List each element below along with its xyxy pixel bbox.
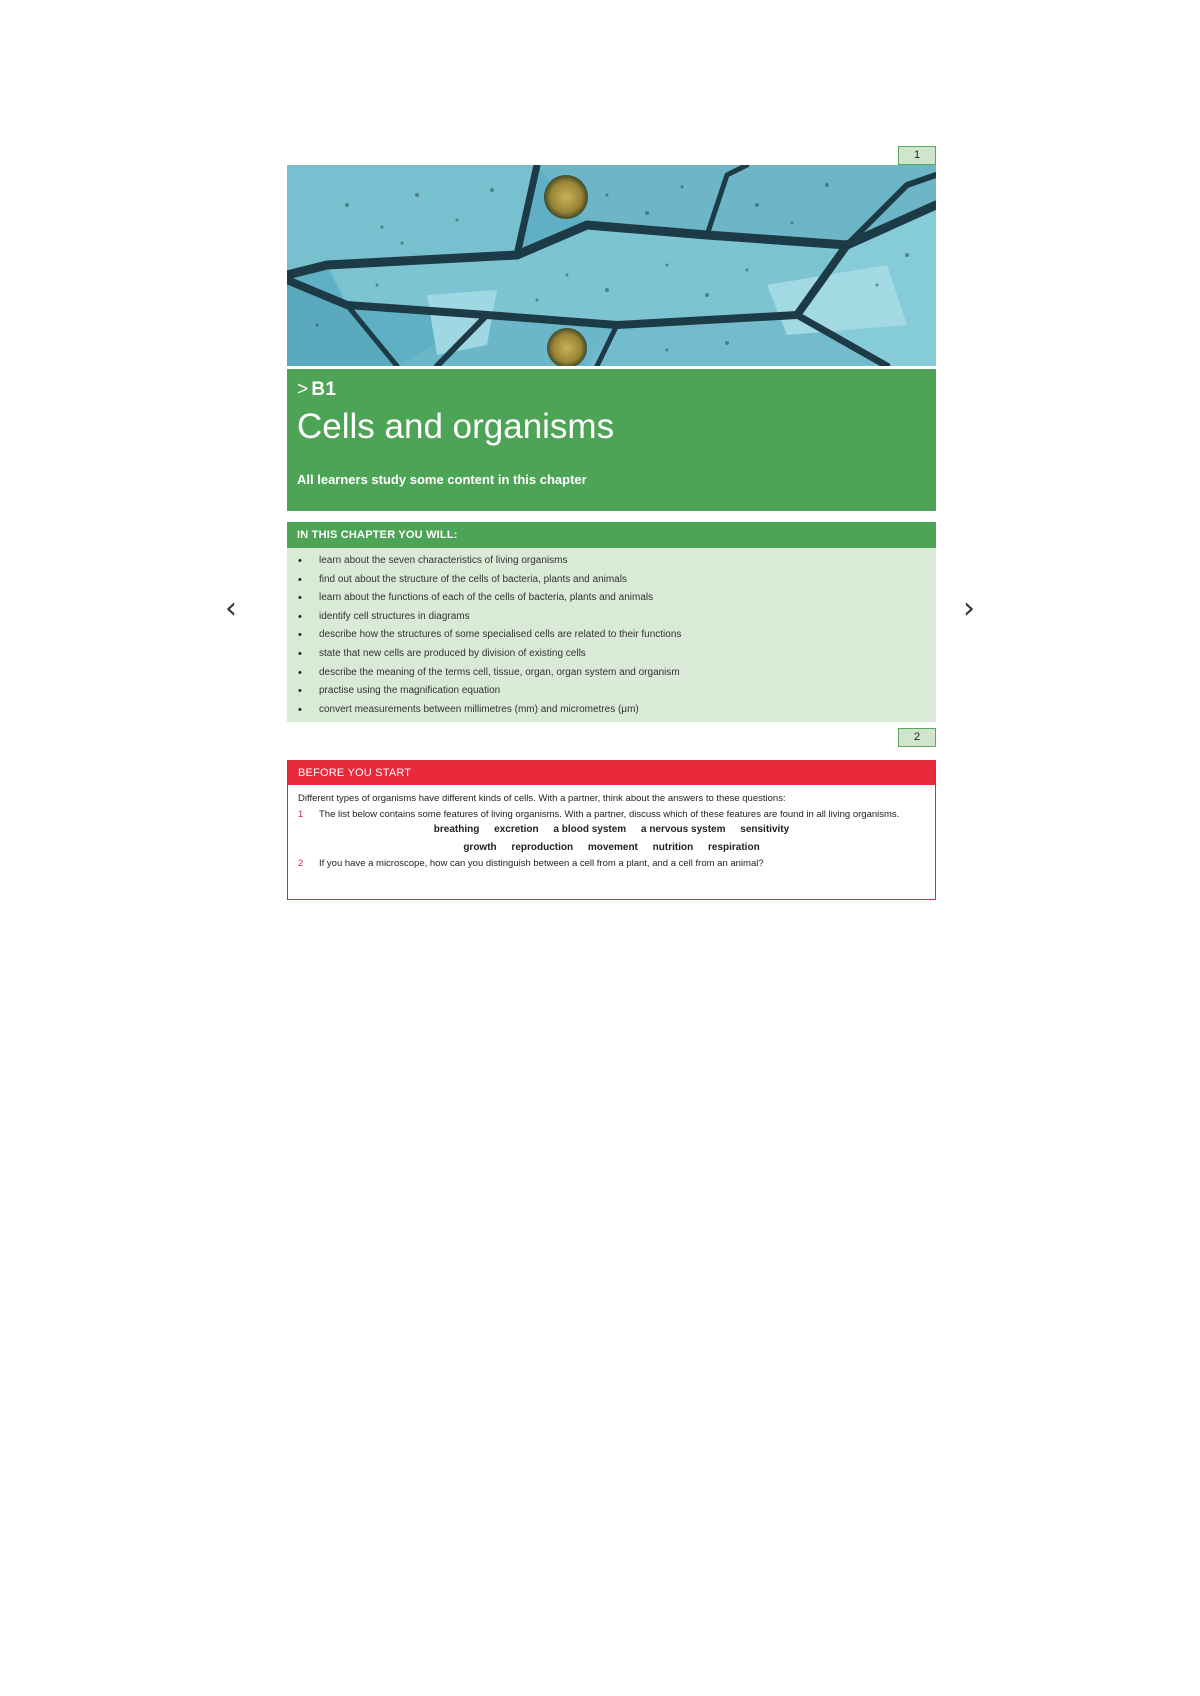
feature-word: nutrition bbox=[652, 842, 694, 853]
chevron-right-icon: > bbox=[297, 379, 309, 400]
chapter-code bbox=[297, 379, 336, 401]
list-item: • describe the meaning of the terms cell, tissue, organ, organ system and organism bbox=[287, 664, 936, 683]
before-you-start-box bbox=[287, 760, 936, 900]
chapter-code-label: B1 bbox=[311, 379, 337, 400]
feature-word: reproduction bbox=[511, 842, 574, 853]
in-this-chapter-heading: IN THIS CHAPTER YOU WILL: bbox=[287, 522, 936, 548]
before-you-start-heading: BEFORE YOU START bbox=[288, 761, 935, 785]
page-number-tab-top: 1 bbox=[898, 146, 936, 165]
next-page-arrow[interactable]: › bbox=[963, 591, 975, 626]
list-item: • state that new cells are produced by division of existing cells bbox=[287, 645, 936, 664]
features-row-1 bbox=[288, 821, 935, 839]
question-number: 1 bbox=[298, 809, 304, 820]
list-item: • learn about the seven characteristics of living organisms bbox=[287, 552, 936, 571]
feature-word: sensitivity bbox=[740, 824, 790, 835]
feature-word: a nervous system bbox=[640, 824, 726, 835]
chapter-header bbox=[287, 369, 936, 511]
previous-page-arrow[interactable]: ‹ bbox=[225, 591, 237, 626]
question-number: 2 bbox=[298, 858, 304, 869]
chapter-note: All learners study some content in this chapter bbox=[297, 472, 587, 487]
question-1 bbox=[288, 808, 935, 821]
list-item: • convert measurements between millimetres (mm) and micrometres (μm) bbox=[287, 701, 936, 720]
list-item: • describe how the structures of some specialised cells are related to their functions bbox=[287, 626, 936, 645]
cell-micrograph-image bbox=[287, 165, 936, 366]
feature-word: excretion bbox=[494, 824, 539, 835]
feature-word: a blood system bbox=[553, 824, 627, 835]
list-item: • learn about the functions of each of the cells of bacteria, plants and animals bbox=[287, 589, 936, 608]
question-text: If you have a microscope, how can you distinguish between a cell from a plant, and a cell from an animal? bbox=[319, 858, 764, 869]
feature-word: growth bbox=[463, 842, 497, 853]
question-2 bbox=[288, 857, 935, 870]
list-item: • find out about the structure of the cells of bacteria, plants and animals bbox=[287, 571, 936, 590]
feature-word: respiration bbox=[708, 842, 760, 853]
chapter-title: Cells and organisms bbox=[297, 407, 615, 446]
feature-word: movement bbox=[587, 842, 638, 853]
in-this-chapter-box bbox=[287, 522, 936, 722]
feature-word: breathing bbox=[433, 824, 480, 835]
page-number-tab: 2 bbox=[898, 728, 936, 747]
question-text: The list below contains some features of living organisms. With a partner, discuss which of these features are found in all living organisms. bbox=[319, 809, 900, 820]
features-row-2 bbox=[288, 839, 935, 857]
list-item: • practise using the magnification equation bbox=[287, 682, 936, 701]
objectives-list bbox=[287, 552, 936, 719]
before-you-start-intro: Different types of organisms have different kinds of cells. With a partner, think about the answers to these questions: bbox=[298, 793, 786, 804]
list-item: • identify cell structures in diagrams bbox=[287, 608, 936, 627]
